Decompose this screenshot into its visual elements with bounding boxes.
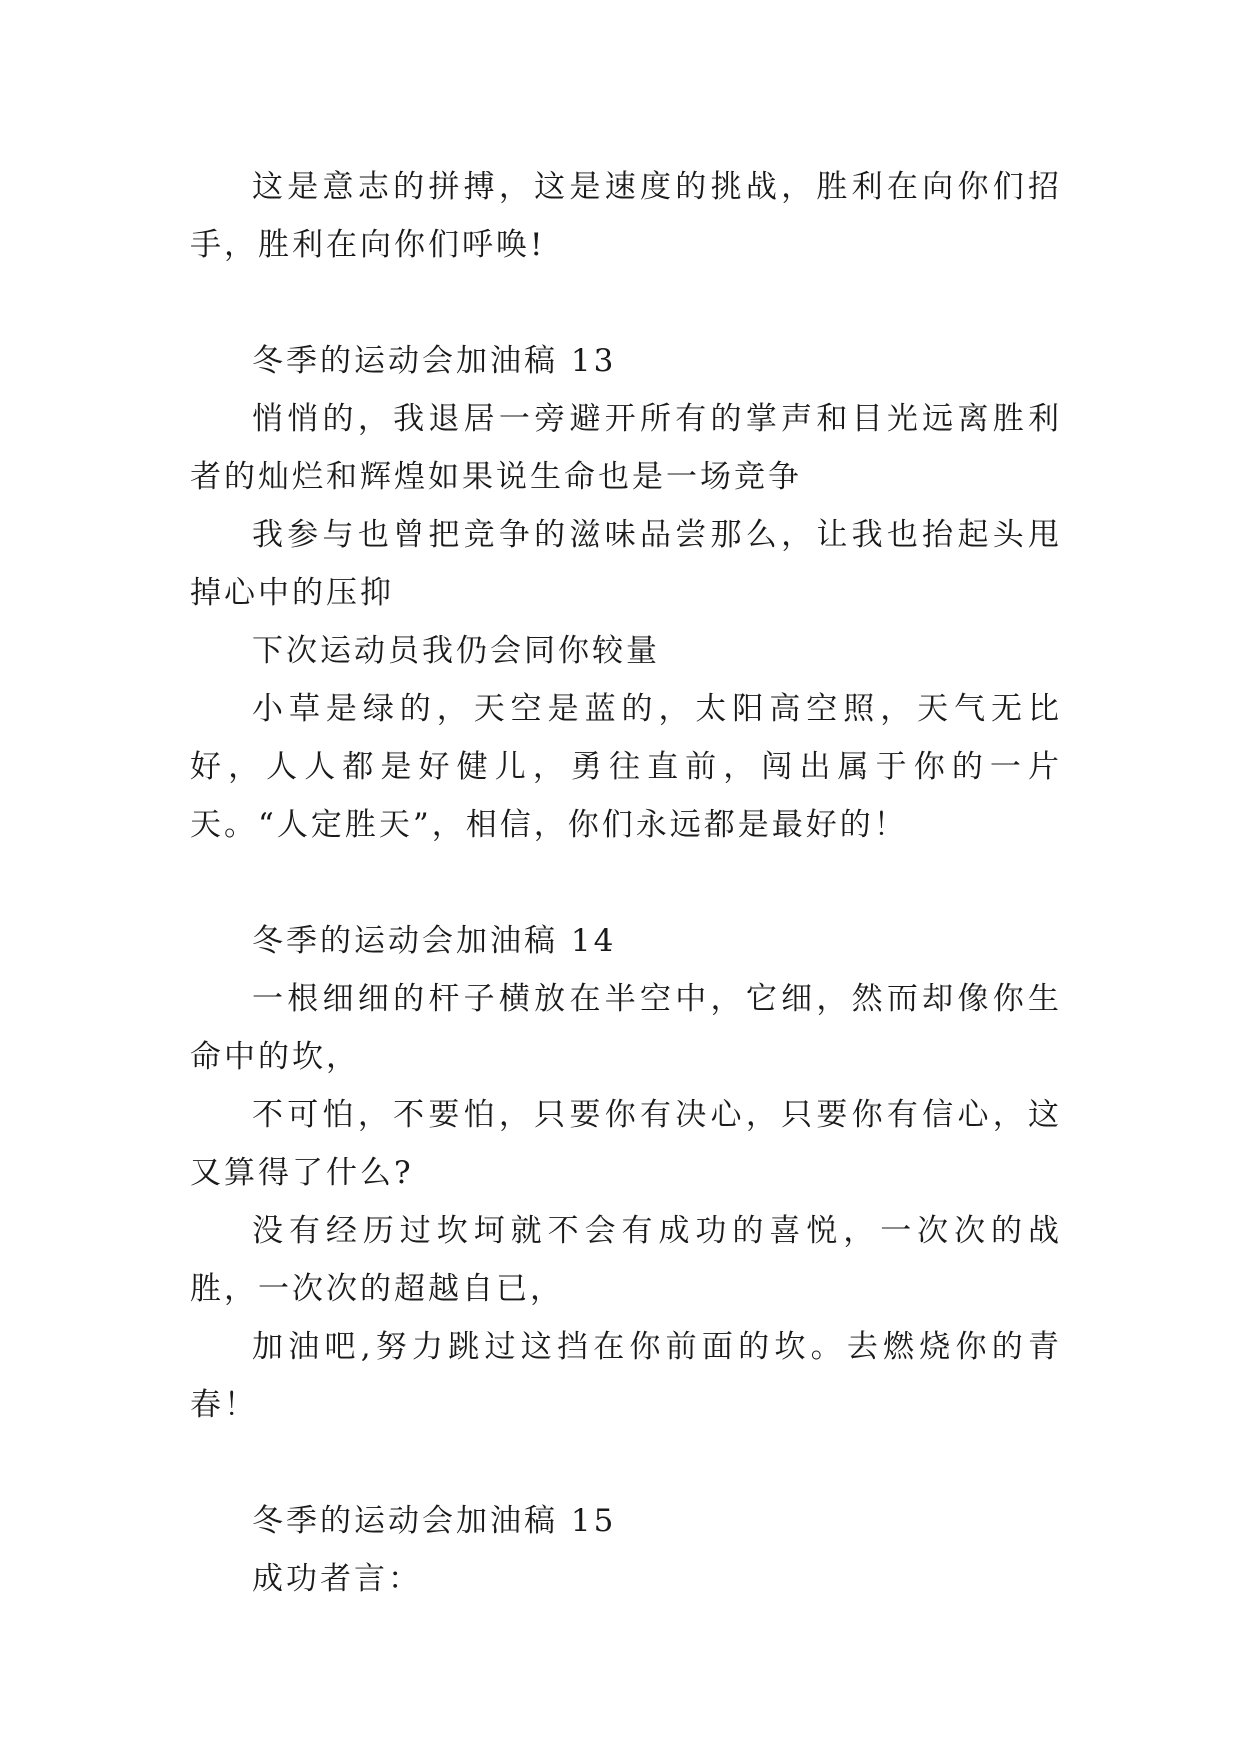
paragraph: 一根细细的杆子横放在半空中，它细，然而却像你生命中的坎， <box>190 981 1062 1075</box>
paragraph: 下次运动员我仍会同你较量 <box>252 633 660 669</box>
section-spacer <box>190 274 1062 332</box>
paragraph: 悄悄的，我退居一旁避开所有的掌声和目光远离胜利者的灿烂和辉煌如果说生命也是一场竞争 <box>190 401 1062 495</box>
section-spacer <box>190 854 1062 912</box>
document-body <box>190 158 1062 1608</box>
section-title-15: 冬季的运动会加油稿 15 <box>252 1503 617 1539</box>
section-title-13: 冬季的运动会加油稿 13 <box>252 343 617 379</box>
section-title-14: 冬季的运动会加油稿 14 <box>252 923 617 959</box>
section-spacer <box>190 1434 1062 1492</box>
paragraph: 加油吧,努力跳过这挡在你前面的坎。去燃烧你的青春！ <box>190 1329 1062 1423</box>
paragraph: 成功者言： <box>252 1561 422 1597</box>
paragraph: 这是意志的拼搏，这是速度的挑战，胜利在向你们招手，胜利在向你们呼唤! <box>190 169 1062 263</box>
paragraph: 没有经历过坎坷就不会有成功的喜悦，一次次的战胜，一次次的超越自已， <box>190 1213 1062 1307</box>
paragraph: 不可怕，不要怕，只要你有决心，只要你有信心，这又算得了什么? <box>190 1097 1062 1191</box>
paragraph: 小草是绿的，天空是蓝的，太阳高空照，天气无比好，人人都是好健儿，勇往直前，闯出属于你的一片天。“人定胜天”，相信，你们永远都是最好的！ <box>190 691 1062 843</box>
paragraph: 我参与也曾把竞争的滋味品尝那么，让我也抬起头甩掉心中的压抑 <box>190 517 1062 611</box>
